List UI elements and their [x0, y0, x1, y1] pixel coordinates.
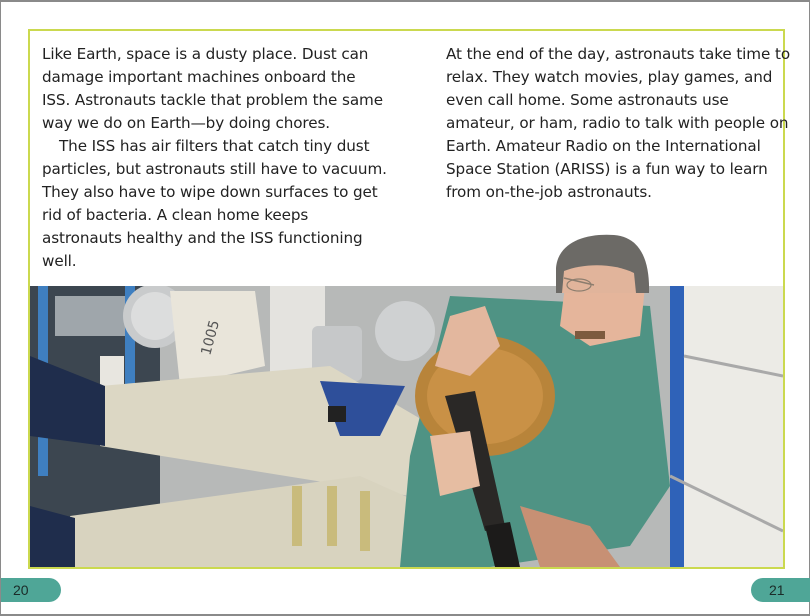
bag-label: 1005 — [198, 318, 224, 358]
left-paragraph-1: Like Earth, space is a dusty place. Dust can damage important machines onboard the ISS. Astronauts tackle that problem the same way we do on Earth—by doing chores. — [42, 45, 383, 132]
astronaut-head-cutout — [554, 233, 651, 293]
left-paragraph-2: The ISS has air filters that catch tiny dust particles, but astronauts still have to vacuum. They also have to wipe down surfaces to get rid of bacteria. A clean home keeps astronauts healthy and the ISS functioning well. — [42, 137, 387, 270]
left-page-text — [42, 43, 387, 273]
photo-illustration — [30, 286, 783, 567]
astronaut-head-illustration — [554, 233, 651, 293]
page-number-right: 21 — [751, 578, 810, 602]
page-number-left: 20 — [1, 578, 61, 602]
right-page-text — [446, 43, 791, 204]
astronaut-guitar-photo — [30, 286, 783, 567]
right-paragraph-1: At the end of the day, astronauts take time to relax. They watch movies, play games, and even call home. Some astronauts use amateur, or ham, radio to talk with people on Earth. Amateur Radio on the International Space Station (ARISS) is a fun way to learn from on-the-job astronauts. — [446, 45, 791, 201]
